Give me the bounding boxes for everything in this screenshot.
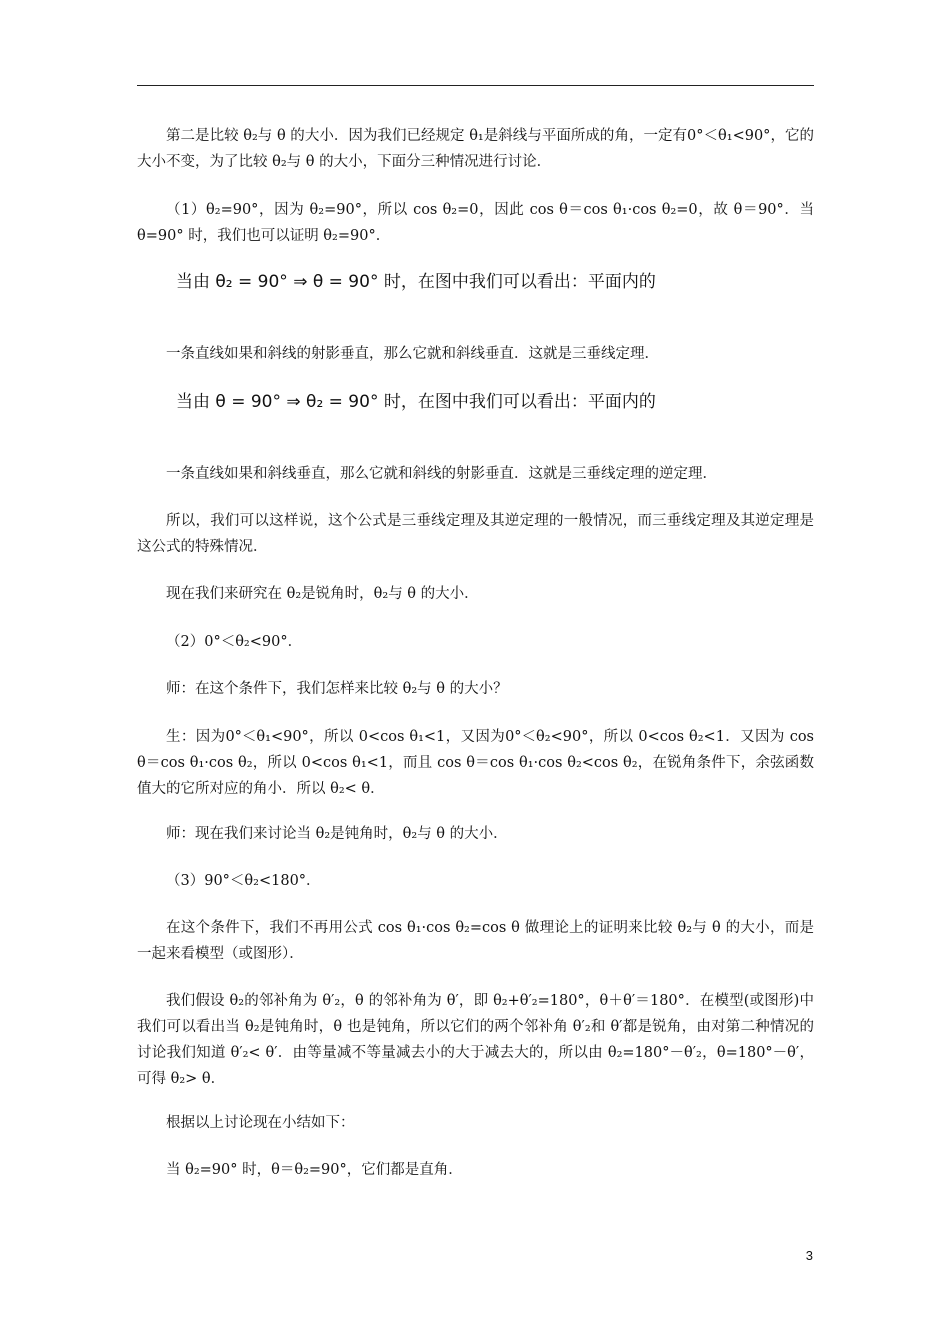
- paragraph-three-perpendiculars: 一条直线如果和斜线的射影垂直，那么它就和斜线垂直．这就是三垂线定理．: [166, 346, 659, 362]
- paragraph-summary-general: 所以，我们可以这样说，这个公式是三垂线定理及其逆定理的一般情况，而三垂线定理及其逆定理是这公式的特殊情况．: [137, 513, 814, 555]
- paragraph-student-answer: 生：因为0°＜θ₁<90°，所以 0<cos θ₁<1，又因为0°＜θ₂<90°，所以 0<cos θ₂<1．又因为 cos θ＝cos θ₁·cos θ₂，所以 0<cos θ₁<1，而且 cos θ＝cos θ₁·cos θ₂<cos θ₂，在锐角条件下，余弦函数值大的它所对应的角小．所以 θ₂< θ．: [137, 729, 814, 797]
- formula-line-1: 当由 θ₂ = 90° ⇒ θ = 90° 时，在图中我们可以看出：平面内的: [176, 272, 656, 292]
- paragraph-obtuse-intro: 师：现在我们来讨论当 θ₂是钝角时，θ₂与 θ 的大小．: [166, 826, 508, 842]
- paragraph-teacher-question: 师：在这个条件下，我们怎样来比较 θ₂与 θ 的大小？: [166, 681, 508, 697]
- formula-line-2: 当由 θ = 90° ⇒ θ₂ = 90° 时，在图中我们可以看出：平面内的: [176, 392, 656, 412]
- paragraph-conclusion-intro: 根据以上讨论现在小结如下：: [166, 1115, 355, 1131]
- paragraph-supplementary: 我们假设 θ₂的邻补角为 θ′₂，θ 的邻补角为 θ′，即 θ₂+θ′₂=180°，θ＋θ′＝180°．在模型(或图形)中我们可以看出当 θ₂是钝角时，θ 也是钝角，所以它们的两个邻补角 θ′₂和 θ′都是锐角，由对第二种情况的讨论我们知道 θ′₂< θ′．由等量减不等量减去小的大于减去大的，所以由 θ₂=180°－θ′₂，θ=180°－θ′，可得 θ₂> θ．: [137, 993, 814, 1087]
- header-rule: [137, 85, 814, 86]
- paragraph-case3: （3）90°＜θ₂<180°．: [166, 873, 321, 889]
- paragraph-acute-intro: 现在我们来研究在 θ₂是锐角时，θ₂与 θ 的大小．: [166, 586, 479, 602]
- paragraph-intro: 第二是比较 θ₂与 θ 的大小．因为我们已经规定 θ₁是斜线与平面所成的角，一定有0°＜θ₁<90°，它的大小不变，为了比较 θ₂与 θ 的大小，下面分三种情况进行讨论．: [137, 128, 814, 170]
- paragraph-converse: 一条直线如果和斜线垂直，那么它就和斜线的射影垂直．这就是三垂线定理的逆定理．: [166, 466, 717, 482]
- paragraph-model: 在这个条件下，我们不再用公式 cos θ₁·cos θ₂=cos θ 做理论上的证明来比较 θ₂与 θ 的大小，而是一起来看模型（或图形）．: [137, 920, 814, 962]
- paragraph-case2: （2）0°＜θ₂<90°．: [166, 634, 303, 650]
- paragraph-conclusion-right-angle: 当 θ₂=90° 时，θ＝θ₂=90°，它们都是直角．: [166, 1162, 463, 1178]
- paragraph-case1: （1）θ₂=90°，因为 θ₂=90°，所以 cos θ₂=0，因此 cos θ＝cos θ₁·cos θ₂=0，故 θ＝90°．当 θ=90° 时，我们也可以证明 θ₂=90°．: [137, 202, 814, 244]
- page-number: 3: [805, 1248, 813, 1263]
